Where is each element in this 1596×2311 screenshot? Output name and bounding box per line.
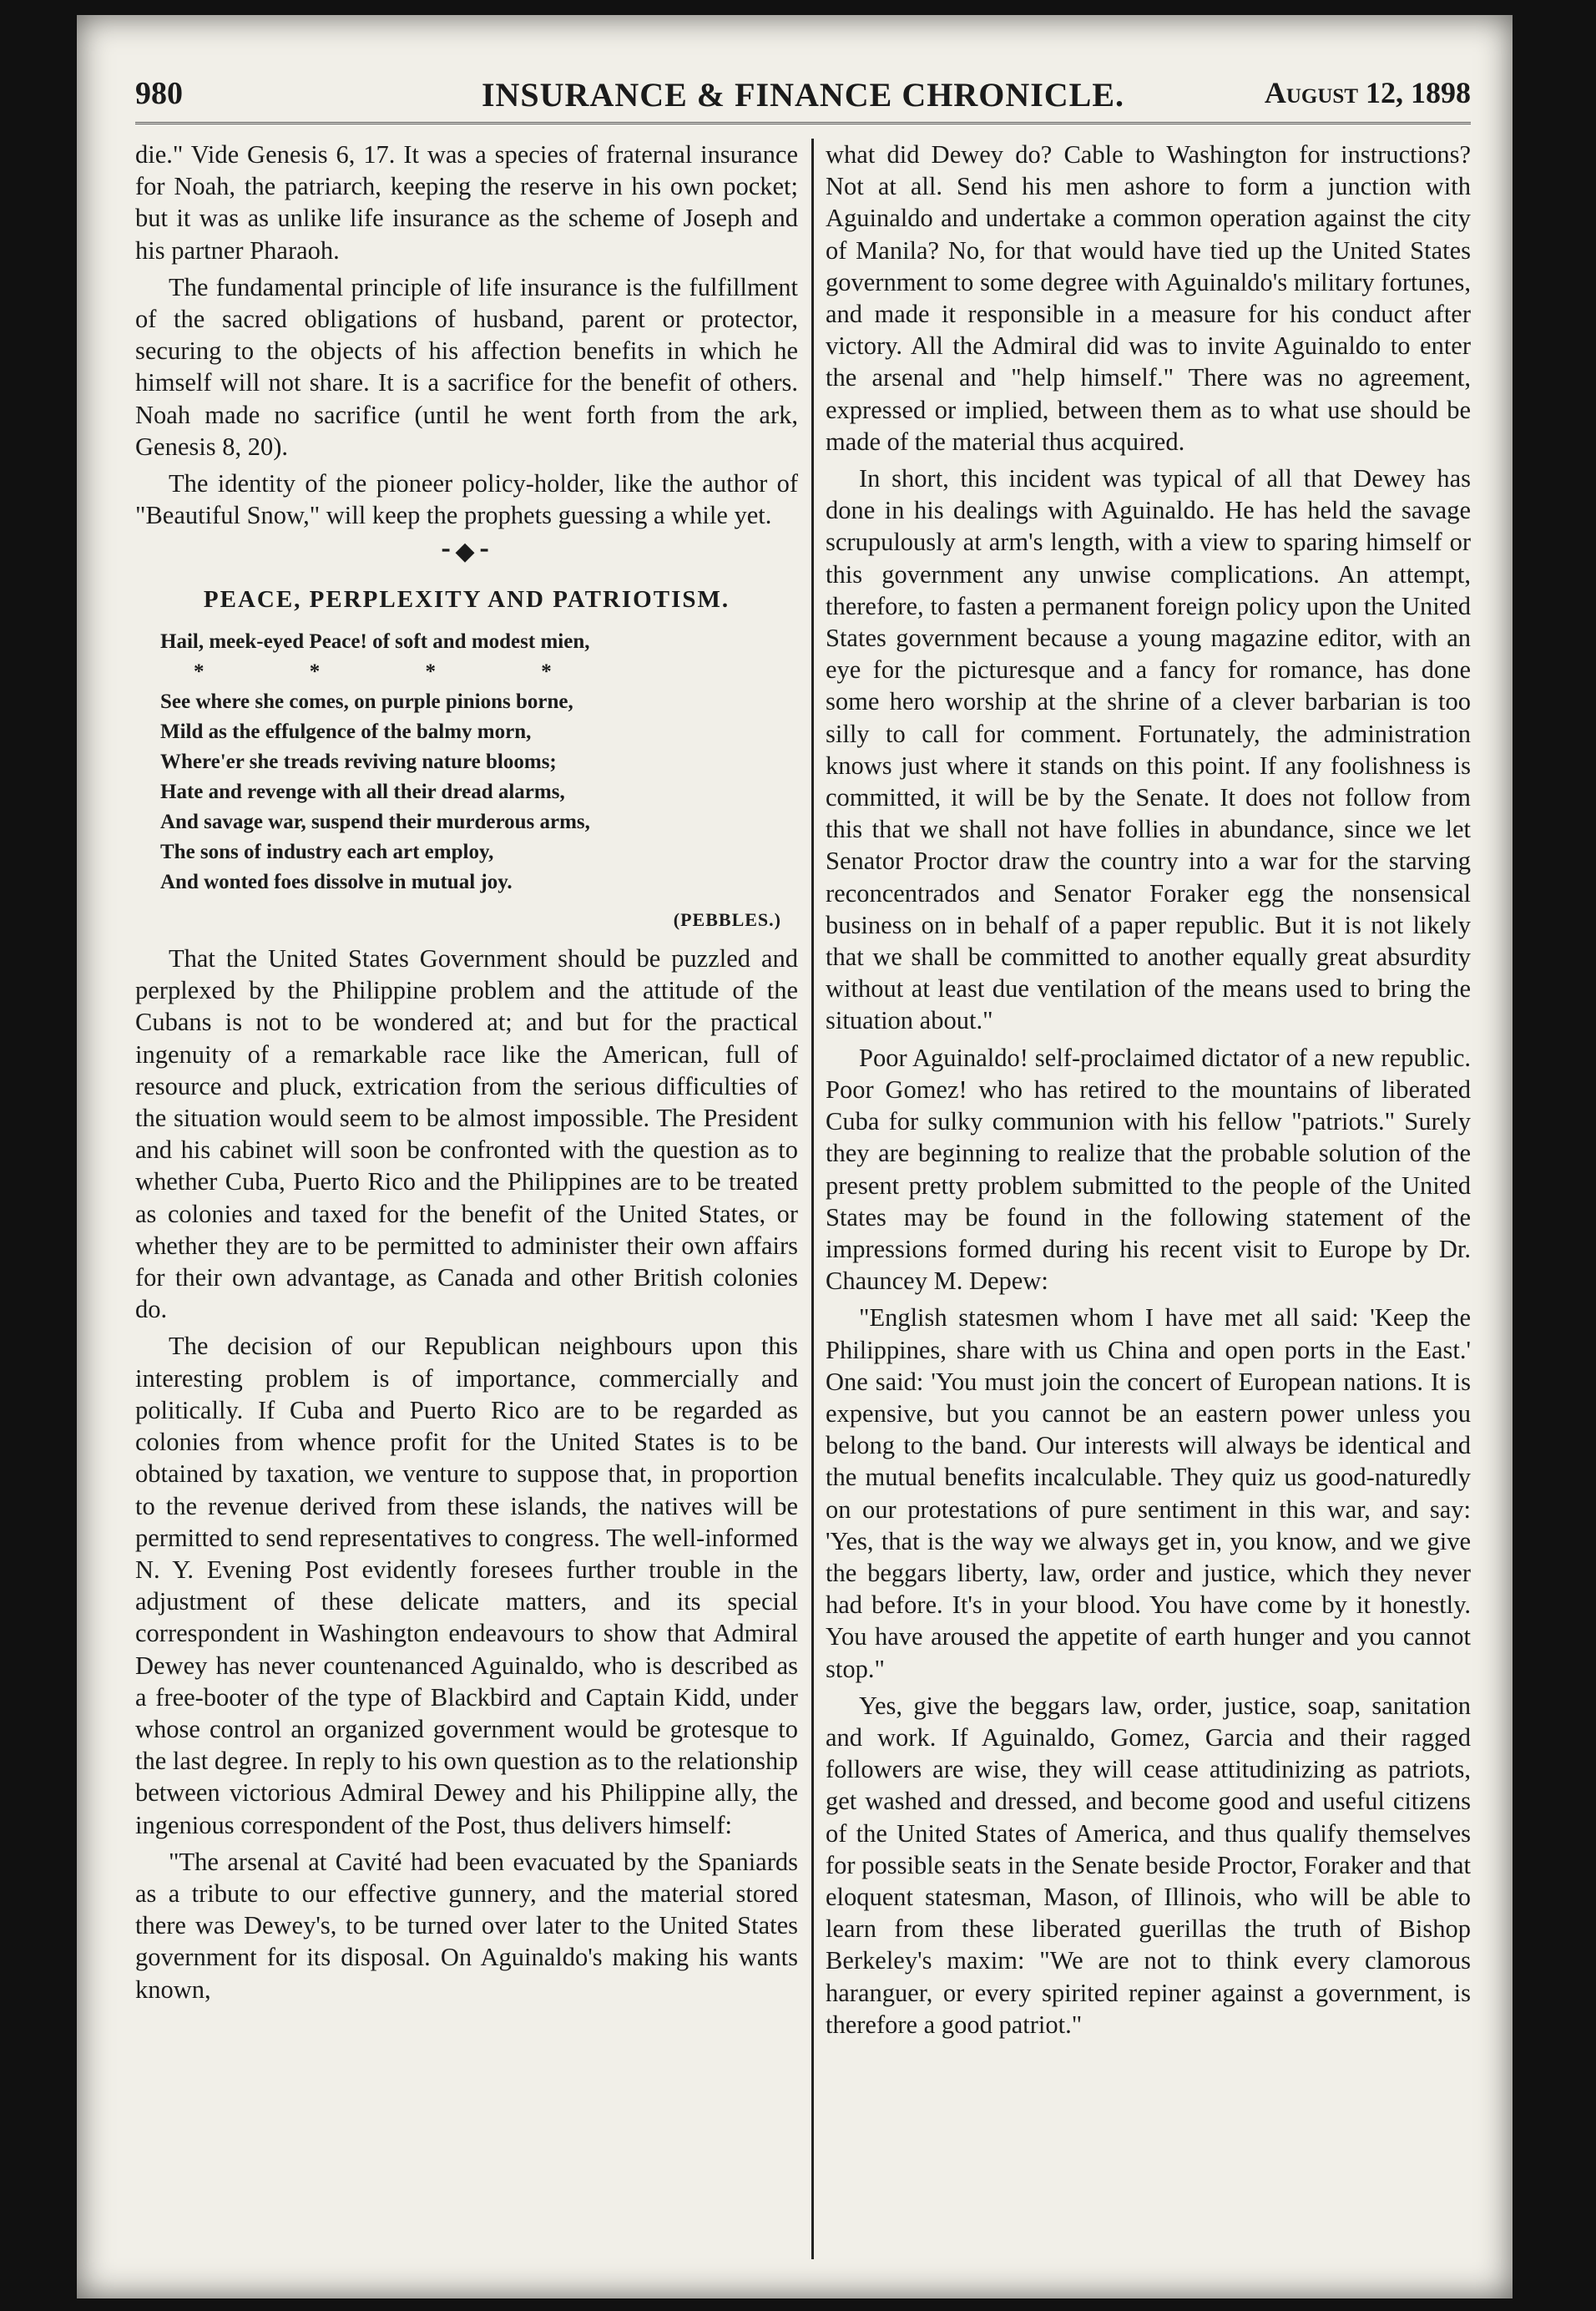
right-column [826, 139, 1471, 2259]
publication-title: INSURANCE & FINANCE CHRONICLE. [481, 76, 1125, 114]
poem-line: The sons of industry each art employ, [160, 840, 494, 863]
paragraph: That the United States Government should be puzzled and perplexed by the Philippine problem and the attitude of the Cubans is not to be wondered at; and but for the practical ingenuity of a remarkable race like the American, full of resource and pluck, extrication from the serious difficulties of the situation would seem to be almost impossible. The President and his cabinet will soon be confronted with the question as to whether Cuba, Puerto Rico and the Philippines are to be treated as colonies and taxed for the benefit of the United States, or whether they are to be permitted to administer their own affairs for their own advantage, as Canada and other British colonies do. [135, 944, 798, 1324]
paragraph: The fundamental principle of life insurance is the fulfillment of the sacred obligations of husband, parent or protector, securing to the objects of his affection benefits in which he himself will not share. It is a sacrifice for the benefit of others. Noah made no sacrifice (until he went forth from the ark, Genesis 8, 20). [135, 272, 798, 461]
left-column [135, 139, 798, 2259]
paragraph: what did Dewey do? Cable to Washington for instructions? Not at all. Send his men ashore to form a junction with Aguinaldo and undertake a common operation against the city of Manila? No, for that would have tied up the United States government to some degree with Aguinaldo's military fortunes, and made it responsible in a measure for his conduct after victory. All the Admiral did was to invite Aguinaldo to enter the arsenal and "help himself." There was no agreement, expressed or implied, between them as to what use should be made of the material thus acquired. [826, 140, 1471, 456]
section-ornament: ⁃◆⁃ [439, 538, 494, 566]
paragraph: Yes, give the beggars law, order, justice, soap, sanitation and work. If Aguinaldo, Gomez, Garcia and their ragged followers are wise, they will cease attitudinizing as patriots, get washed and dressed, and become good and useful citizens of the United States of America, and thus qualify themselves for possible seats in the Senate beside Proctor, Foraker and that eloquent statesman, Mason, of Illinois, who will be able to learn from these liberated guerillas the truth of Bishop Berkeley's maxim: "We are not to think every clamorous haranguer, or every spirited repiner against a government, is therefore a good patriot." [826, 1691, 1471, 2039]
page-number: 980 [135, 76, 183, 111]
page-header [135, 63, 1471, 122]
paragraph: die." Vide Genesis 6, 17. It was a species of fraternal insurance for Noah, the patriarch, keeping the reserve in his own pocket; but it was as unlike life insurance as the scheme of Joseph and his partner Pharaoh. [135, 140, 798, 265]
poem-line: See where she comes, on purple pinions borne, [160, 690, 573, 713]
paragraph: "The arsenal at Cavité had been evacuated by the Spaniards as a tribute to our effective gunnery, and the material stored there was Dewey's, to be turned over later to the United States government for its disposal. On Aguinaldo's making his wants known, [135, 1847, 798, 2004]
poem-line: And wonted foes dissolve in mutual joy. [160, 870, 513, 893]
poem-line: Hate and revenge with all their dread alarms, [160, 780, 565, 803]
paragraph: "English statesmen whom I have met all said: 'Keep the Philippines, share with us China and open ports in the East.' One said: 'You must join the concert of European nations. It is expensive, but you cannot be an eastern power unless you belong to the band. Our interests will always be identical and the mutual benefits incalculable. They quiz us good-naturedly on our protestations of pure sentiment in this war, and say: 'Yes, that is the way we always get in, you know, and we give the beggars liberty, law, order and justice, which they never had before. It's in your blood. You have come by it honestly. You have aroused the appetite of earth hunger and you cannot stop." [826, 1303, 1471, 1683]
poem-line: Hail, meek-eyed Peace! of soft and modest mien, [160, 630, 590, 653]
column-divider [811, 139, 814, 2259]
paragraph: The decision of our Republican neighbours upon this interesting problem is of importance, commercially and politically. If Cuba and Puerto Rico are to be regarded as colonies from whence profit for the United States is to be obtained by taxation, we venture to suppose that, in proportion to the revenue derived from these islands, the natives will be permitted to send representatives to congress. The well-informed N. Y. Evening Post evidently foresees further trouble in the adjustment of these delicate matters, and its special correspondent in Washington endeavours to show that Admiral Dewey has never countenanced Aguinaldo, who is described as a free-booter of the type of Blackbird and Captain Kidd, under whose control an organized government would be grotesque to the last degree. In reply to his own question as to the relationship between victorious Admiral Dewey and his Philippine ally, the ingenious correspondent of the Post, thus delivers himself: [135, 1332, 798, 1839]
poem-credit: (PEBBLES.) [673, 908, 781, 930]
section-title: PEACE, PERPLEXITY AND PATRIOTISM. [203, 585, 730, 613]
poem-line: And savage war, suspend their murderous arms, [160, 810, 590, 833]
poem-line: Mild as the effulgence of the balmy morn, [160, 720, 532, 743]
header-rule [135, 122, 1471, 124]
poem-ellipsis: * * * * [194, 660, 602, 683]
poem [160, 627, 798, 898]
paragraph: The identity of the pioneer policy-holder, like the author of "Beautiful Snow," will keep the prophets guessing a while yet. [135, 469, 798, 530]
paragraph: Poor Aguinaldo! self-proclaimed dictator of a new republic. Poor Gomez! who has retired to the mountains of liberated Cuba for sulky communion with his fellow "patriots." Surely they are beginning to realize that the probable solution of the present pretty problem submitted to the people of the United States may be found in the following statement of the impressions formed during his recent visit to Europe by Dr. Chauncey M. Depew: [826, 1043, 1471, 1296]
poem-line: Where'er she treads reviving nature blooms; [160, 750, 557, 773]
issue-date: August 12, 1898 [1264, 76, 1471, 109]
newspaper-page [77, 15, 1513, 2298]
paragraph: In short, this incident was typical of all that Dewey has done in his dealings with Aguinaldo. He has held the savage scrupulously at arm's length, with a view to sparing himself or this government any unwise complications. An attempt, therefore, to fasten a permanent foreign policy upon the United States government because a young magazine editor, with an eye for the picturesque and a fancy for romance, has done some hero worship at the shrine of a clever barbarian is too silly to call for comment. Fortunately, the administration knows just where it stands on this point. If any foolishness is committed, it will be by the Senate. It does not follow from this that we shall not have follies in abundance, since we let Senator Proctor draw the country into a war for the starving reconcentrados and Senator Foraker egg the nonsensical business on in behalf of a paper republic. But it is not likely that we shall be committed to another equally great absurdity without at least due ventilation of the means used to bring the situation about." [826, 464, 1471, 1035]
